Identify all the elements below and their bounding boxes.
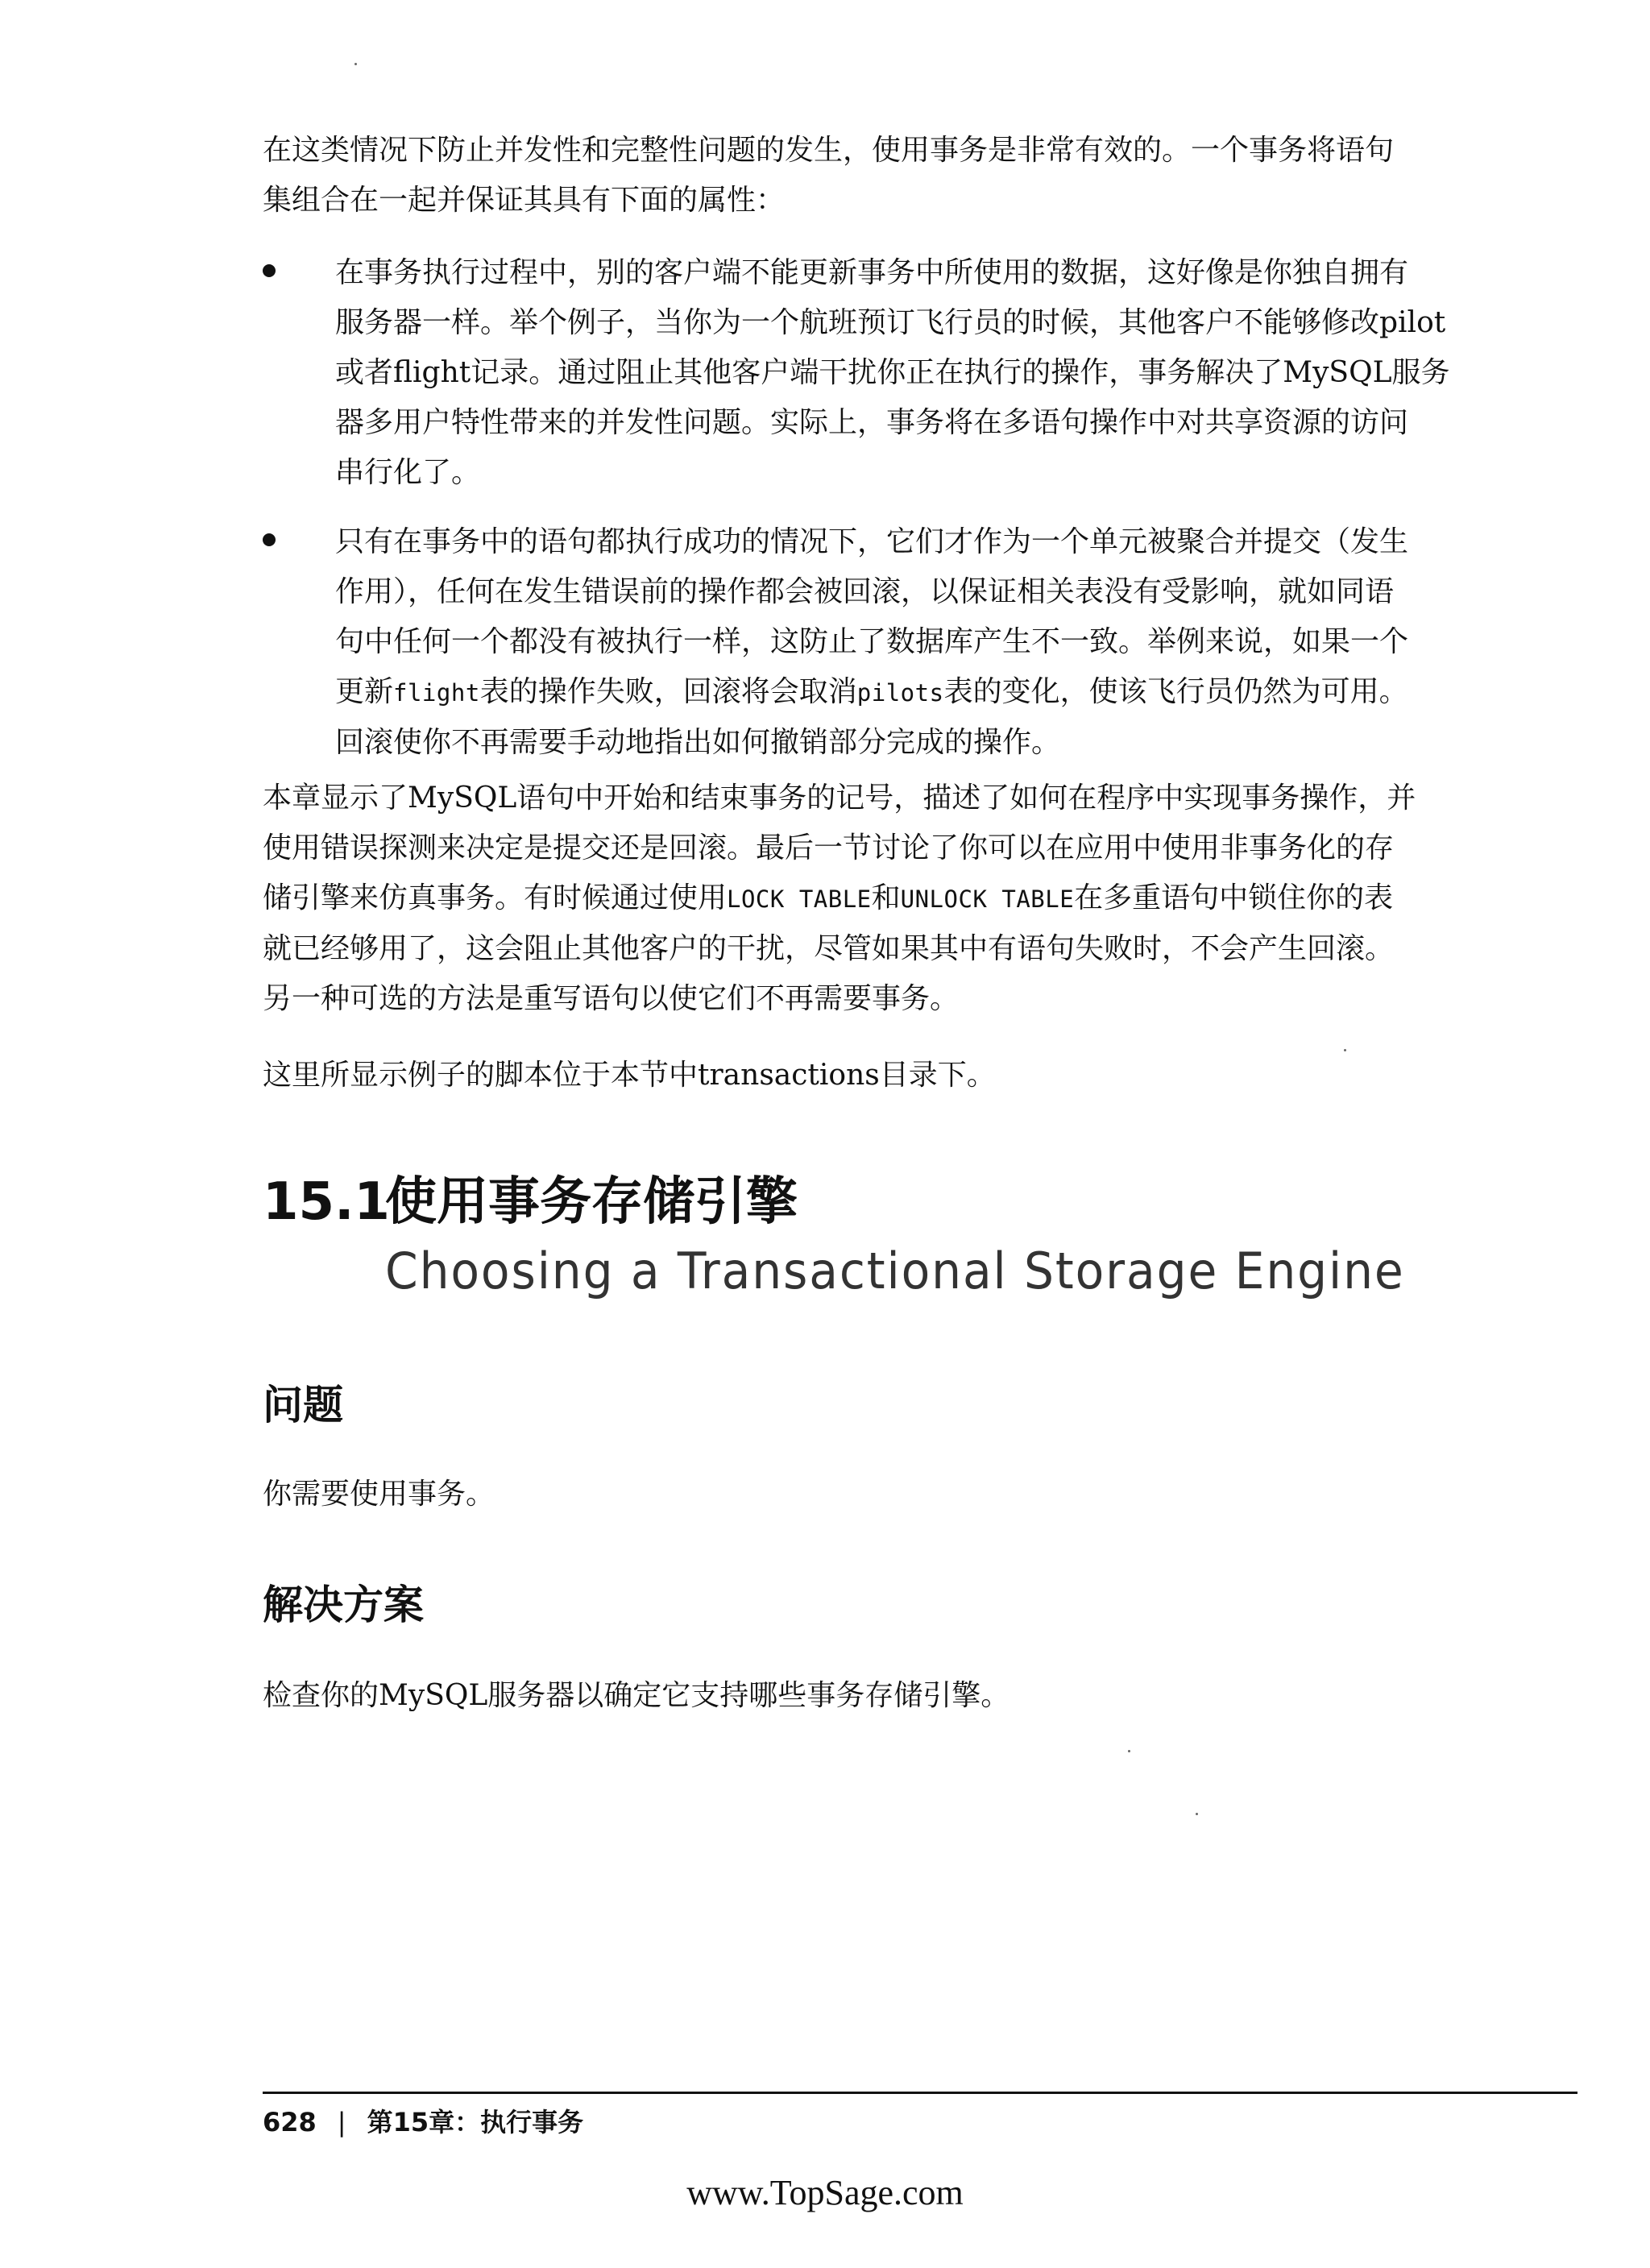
summary-line-4: 就已经够用了，这会阻止其他客户的干扰，尽管如果其中有语句失败时，不会产生回滚。 xyxy=(263,932,1395,965)
problem-heading: 问题 xyxy=(263,1382,343,1428)
bullet-2-line-2: 作用），任何在发生错误前的操作都会被回滚，以保证相关表没有受影响，就如同语 xyxy=(335,575,1395,608)
bullet-2-line-3: 句中任何一个都没有被执行一样，这防止了数据库产生不一致。举例来说，如果一个 xyxy=(335,625,1409,658)
solution-heading: 解决方案 xyxy=(263,1582,424,1628)
chapter-summary-paragraph xyxy=(263,773,1573,1024)
problem-text-line: 你需要使用事务。 xyxy=(263,1478,495,1511)
bullet-dot-icon xyxy=(263,264,276,277)
scripts-note-line: 这里所显示例子的脚本位于本节中transactions目录下。 xyxy=(263,1059,996,1092)
code-lock-table: LOCK TABLE xyxy=(727,885,872,913)
bullet-1-line-1: 在事务执行过程中，别的客户端不能更新事务中所使用的数据，这好像是你独自拥有 xyxy=(335,256,1409,289)
solution-text xyxy=(263,1671,1573,1721)
code-unlock-table: UNLOCK TABLE xyxy=(900,885,1075,913)
text-run: 储引擎来仿真事务。有时候通过使用 xyxy=(263,881,728,914)
summary-line-5: 另一种可选的方法是重写语句以使它们不再需要事务。 xyxy=(263,982,960,1015)
footer-rule xyxy=(263,2092,1577,2094)
text-run: 和 xyxy=(871,881,901,914)
section-number: 15.1 xyxy=(263,1172,390,1232)
intro-paragraph xyxy=(263,126,1573,226)
intro-line-2: 集组合在一起并保证其具有下面的属性： xyxy=(263,184,786,217)
problem-text xyxy=(263,1470,1573,1520)
section-title-cn: 使用事务存储引擎 xyxy=(385,1172,798,1232)
text-run: 更新 xyxy=(335,675,394,708)
solution-text-line: 检查你的MySQL服务器以确定它支持哪些事务存储引擎。 xyxy=(263,1679,1010,1712)
scan-speck xyxy=(1128,1750,1130,1752)
bullet-1-line-4: 器多用户特性带来的并发性问题。实际上，事务将在多语句操作中对共享资源的访问 xyxy=(335,406,1409,439)
text-run: 表的变化，使该飞行员仍然为可用。 xyxy=(943,675,1408,708)
summary-line-1: 本章显示了MySQL语句中开始和结束事务的记号，描述了如何在程序中实现事务操作，并 xyxy=(263,782,1416,815)
bullet-1-line-5: 串行化了。 xyxy=(335,456,481,489)
section-title-en: Choosing a Transactional Storage Engine xyxy=(385,1242,1405,1300)
page-number: 628 xyxy=(263,2107,317,2137)
page-footer xyxy=(263,2104,583,2140)
scan-speck xyxy=(1344,1049,1346,1051)
watermark: www.TopSage.com xyxy=(686,2173,964,2212)
bullet-dot-icon xyxy=(263,533,276,546)
footer-separator: | xyxy=(337,2107,346,2137)
bullet-1-text xyxy=(335,248,1576,498)
text-run: 表的操作失败，回滚将会取消 xyxy=(479,675,857,708)
bullet-2-line-4 xyxy=(335,667,1576,718)
code-flight: flight xyxy=(393,679,480,707)
scan-speck xyxy=(354,63,357,65)
bullet-2-line-5: 回滚使你不再需要手动地指出如何撤销部分完成的操作。 xyxy=(335,726,1061,759)
scripts-note xyxy=(263,1051,1573,1101)
bullet-2-line-1: 只有在事务中的语句都执行成功的情况下，它们才作为一个单元被聚合并提交（发生 xyxy=(335,525,1409,558)
bullet-1-line-3: 或者flight记录。通过阻止其他客户端干扰你正在执行的操作，事务解决了MySQL服务 xyxy=(335,356,1450,389)
scan-speck xyxy=(1196,1813,1198,1815)
intro-line-1: 在这类情况下防止并发性和完整性问题的发生，使用事务是非常有效的。一个事务将语句 xyxy=(263,134,1395,167)
bullet-1-line-2: 服务器一样。举个例子，当你为一个航班预订飞行员的时候，其他客户不能够修改pilot xyxy=(335,306,1446,339)
code-pilots: pilots xyxy=(856,679,944,707)
summary-line-3 xyxy=(263,873,1573,924)
summary-line-2: 使用错误探测来决定是提交还是回滚。最后一节讨论了你可以在应用中使用非事务化的存 xyxy=(263,831,1395,864)
bullet-2-text xyxy=(335,517,1576,768)
text-run: 在多重语句中锁住你的表 xyxy=(1074,881,1394,914)
footer-chapter: 第15章：执行事务 xyxy=(367,2107,584,2137)
